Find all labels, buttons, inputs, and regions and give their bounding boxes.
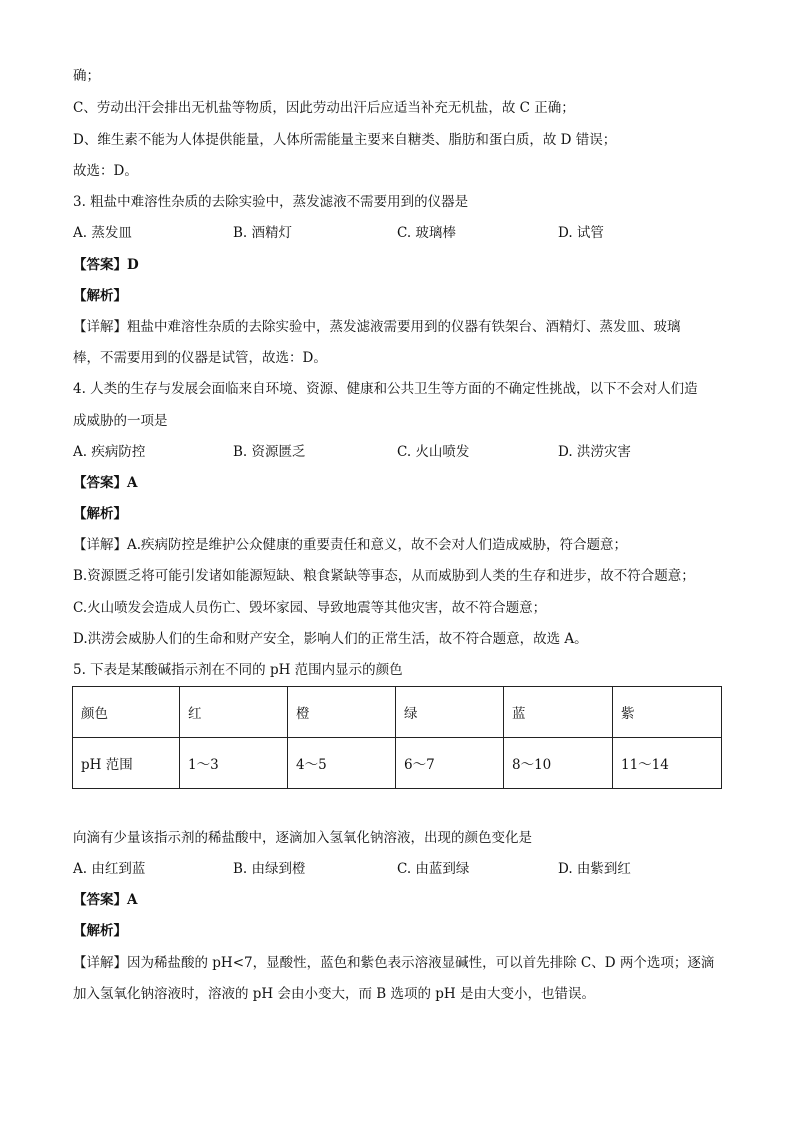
q5-analysis-label: 【解析】 [73,923,127,939]
question-4-stem: 4. 人类的生存与发展会面临来自环境、资源、健康和公共卫生等方面的不确定性挑战，以下不会对人们造 [73,381,698,397]
text-line: D、维生素不能为人体提供能量，人体所需能量主要来自糖类、脂肪和蛋白质，故 D 错误； [73,132,617,148]
q3-answer: 【答案】D [73,257,139,273]
question-3-stem: 3. 粗盐中难溶性杂质的去除实验中，蒸发滤液不需要用到的仪器是 [73,194,469,210]
q4-option-a: A. 疾病防控 [73,444,146,460]
table-cell: pH 范围 [73,738,180,789]
q4-option-b: B. 资源匮乏 [233,444,306,460]
table-cell: 4～5 [288,738,396,789]
q5-option-b: B. 由绿到橙 [233,861,306,877]
q4-option-d: D. 洪涝灾害 [558,444,631,460]
q5-detail: 加入氢氧化钠溶液时，溶液的 pH 会由小变大，而 B 选项的 pH 是由大变小，也错误。 [73,986,595,1002]
q4-option-c: C. 火山喷发 [397,444,470,460]
text-line: 确； [73,68,100,84]
text-line: 故选：D。 [73,163,138,179]
question-4-stem: 成威胁的一项是 [73,413,168,429]
q3-detail: 棒，不需要用到的仪器是试管，故选：D。 [73,350,327,366]
q3-option-b: B. 酒精灯 [233,225,293,241]
table-row [73,687,722,738]
q5-answer: 【答案】A [73,892,138,908]
table-cell: 红 [180,687,288,738]
q3-option-d: D. 试管 [558,225,604,241]
q4-detail: C.火山喷发会造成人员伤亡、毁坏家园、导致地震等其他灾害，故不符合题意； [73,600,547,616]
q4-detail: D.洪涝会威胁人们的生命和财产安全，影响人们的正常生活，故不符合题意，故选 A。 [73,631,588,647]
text-line: C、劳动出汗会排出无机盐等物质，因此劳动出汗后应适当补充无机盐，故 C 正确； [73,100,575,116]
q4-answer: 【答案】A [73,475,138,491]
table-cell: 6～7 [396,738,504,789]
q3-option-c: C. 玻璃棒 [397,225,456,241]
q5-option-c: C. 由蓝到绿 [397,861,470,877]
q5-option-a: A. 由红到蓝 [73,861,146,877]
q5-detail: 【详解】因为稀盐酸的 pH<7，显酸性，蓝色和紫色表示溶液显碱性，可以首先排除 C、D 两个选项；逐滴 [73,955,715,971]
table-cell: 1～3 [180,738,288,789]
table-cell: 11～14 [613,738,722,789]
table-cell: 橙 [288,687,396,738]
q3-analysis-label: 【解析】 [73,288,127,304]
q4-detail: B.资源匮乏将可能引发诸如能源短缺、粮食紧缺等事态，从而威胁到人类的生存和进步，故不符合题意； [73,568,695,584]
table-cell: 蓝 [504,687,613,738]
q5-question: 向滴有少量该指示剂的稀盐酸中，逐滴加入氢氧化钠溶液，出现的颜色变化是 [73,830,532,846]
q3-option-a: A. 蒸发皿 [73,225,132,241]
table-cell: 紫 [613,687,722,738]
q3-detail: 【详解】粗盐中难溶性杂质的去除实验中，蒸发滤液需要用到的仪器有铁架台、酒精灯、蒸发皿、玻璃 [73,319,681,335]
table-cell: 8～10 [504,738,613,789]
table-cell: 绿 [396,687,504,738]
q4-detail: 【详解】A.疾病防控是维护公众健康的重要责任和意义，故不会对人们造成威胁，符合题意； [73,537,628,553]
table-cell: 颜色 [73,687,180,738]
question-5-stem: 5. 下表是某酸碱指示剂在不同的 pH 范围内显示的颜色 [73,662,403,678]
indicator-color-table [72,686,722,789]
table-row [73,738,722,789]
q4-analysis-label: 【解析】 [73,506,127,522]
q5-option-d: D. 由紫到红 [558,861,631,877]
